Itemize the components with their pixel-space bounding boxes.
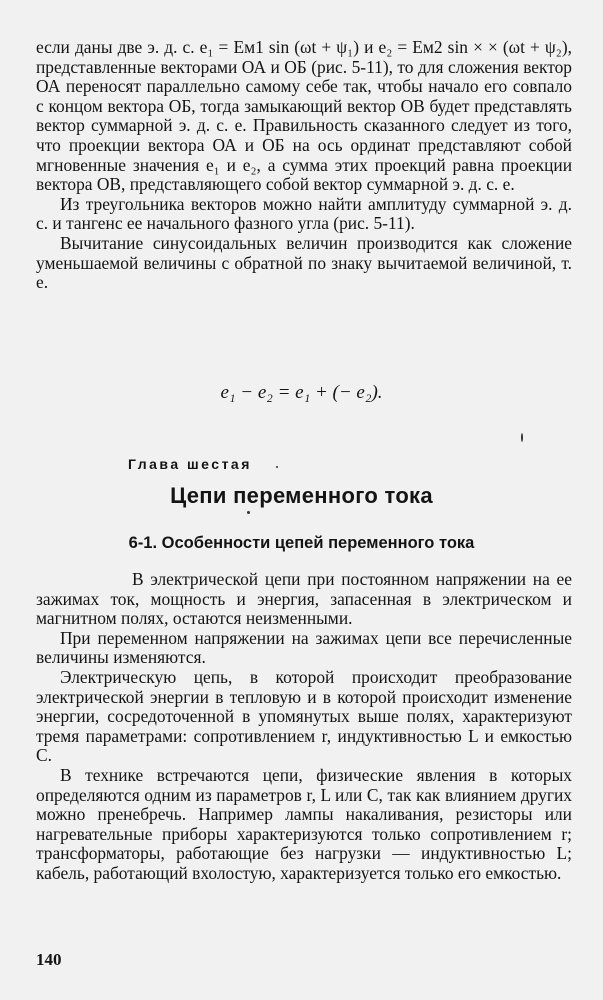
chapter-label: Глава шестая	[128, 456, 252, 472]
paragraph-triangle: Из треугольника векторов можно найти амплитуду суммарной э. д. с. и тангенс ее начального фазного угла (рис. 5-11).	[36, 193, 572, 234]
paragraph-vector-addition: если даны две э. д. с. e₁ = Eм1 sin (ωt + ψ₁) и e₂ = Eм2 sin × × (ωt + ψ₂), представленные векторами ОА и ОБ (рис. 5-11), то для сложения вектор ОА переносят параллельно самому себе так, чтобы начало его совпало с концом вектора ОБ, тогда замыкающий вектор ОВ будет представлять вектор суммарной э. д. с. e. Правильность сказанного следует из того, что проекции вектора ОА и ОБ на ось ординат представляют собой мгновенные значения e₁ и e₂, а сумма этих проекций равна проекции вектора ОВ, представляющего собой вектор суммарной э. д. с. e.	[36, 37, 572, 195]
text-block-bottom	[36, 570, 572, 884]
formula-subtraction: e₁ − e₂ = e₁ + (− e₂).	[220, 382, 383, 403]
scan-speck	[521, 433, 523, 442]
text-block-top	[36, 38, 572, 293]
scan-speck	[247, 511, 250, 514]
scan-speck	[276, 466, 278, 468]
page-number: 140	[36, 950, 62, 969]
paragraph-parameters: Электрическую цепь, в которой происходит преобразование электрической энергии в тепловую и в которой происходит изменение энергии, сосредоточенной в упомянутых выше полях, характеризуют тремя параметрами: сопротивлением r, индуктивностью L и емкостью C.	[36, 666, 572, 766]
paragraph-ac-voltage: При переменном напряжении на зажимах цепи все перечисленные величины изменяются.	[36, 627, 572, 668]
paragraph-technique: В технике встречаются цепи, физические явления в которых определяются одним из параметров r, L или C, так как влиянием других можно пренебречь. Например лампы накаливания, резисторы или нагревательные приборы характеризуются только сопротивлением r; трансформаторы, работающие без нагрузки — индуктивностью L; кабель, работающий вхолостую, характеризуется только его емкостью.	[36, 764, 572, 883]
paragraph-dc-circuit: В электрической цепи при постоянном напряжении на ее зажимах ток, мощность и энергия, запасенная в электрическом и магнитном полях, остаются неизменными.	[36, 569, 572, 629]
paragraph-subtraction: Вычитание синусоидальных величин производится как сложение уменьшаемой величины с обратной по знаку вычитаемой величиной, т. е.	[36, 232, 572, 293]
section-title: 6-1. Особенности цепей переменного тока	[128, 534, 475, 552]
chapter-title: Цепи переменного тока	[170, 483, 433, 508]
